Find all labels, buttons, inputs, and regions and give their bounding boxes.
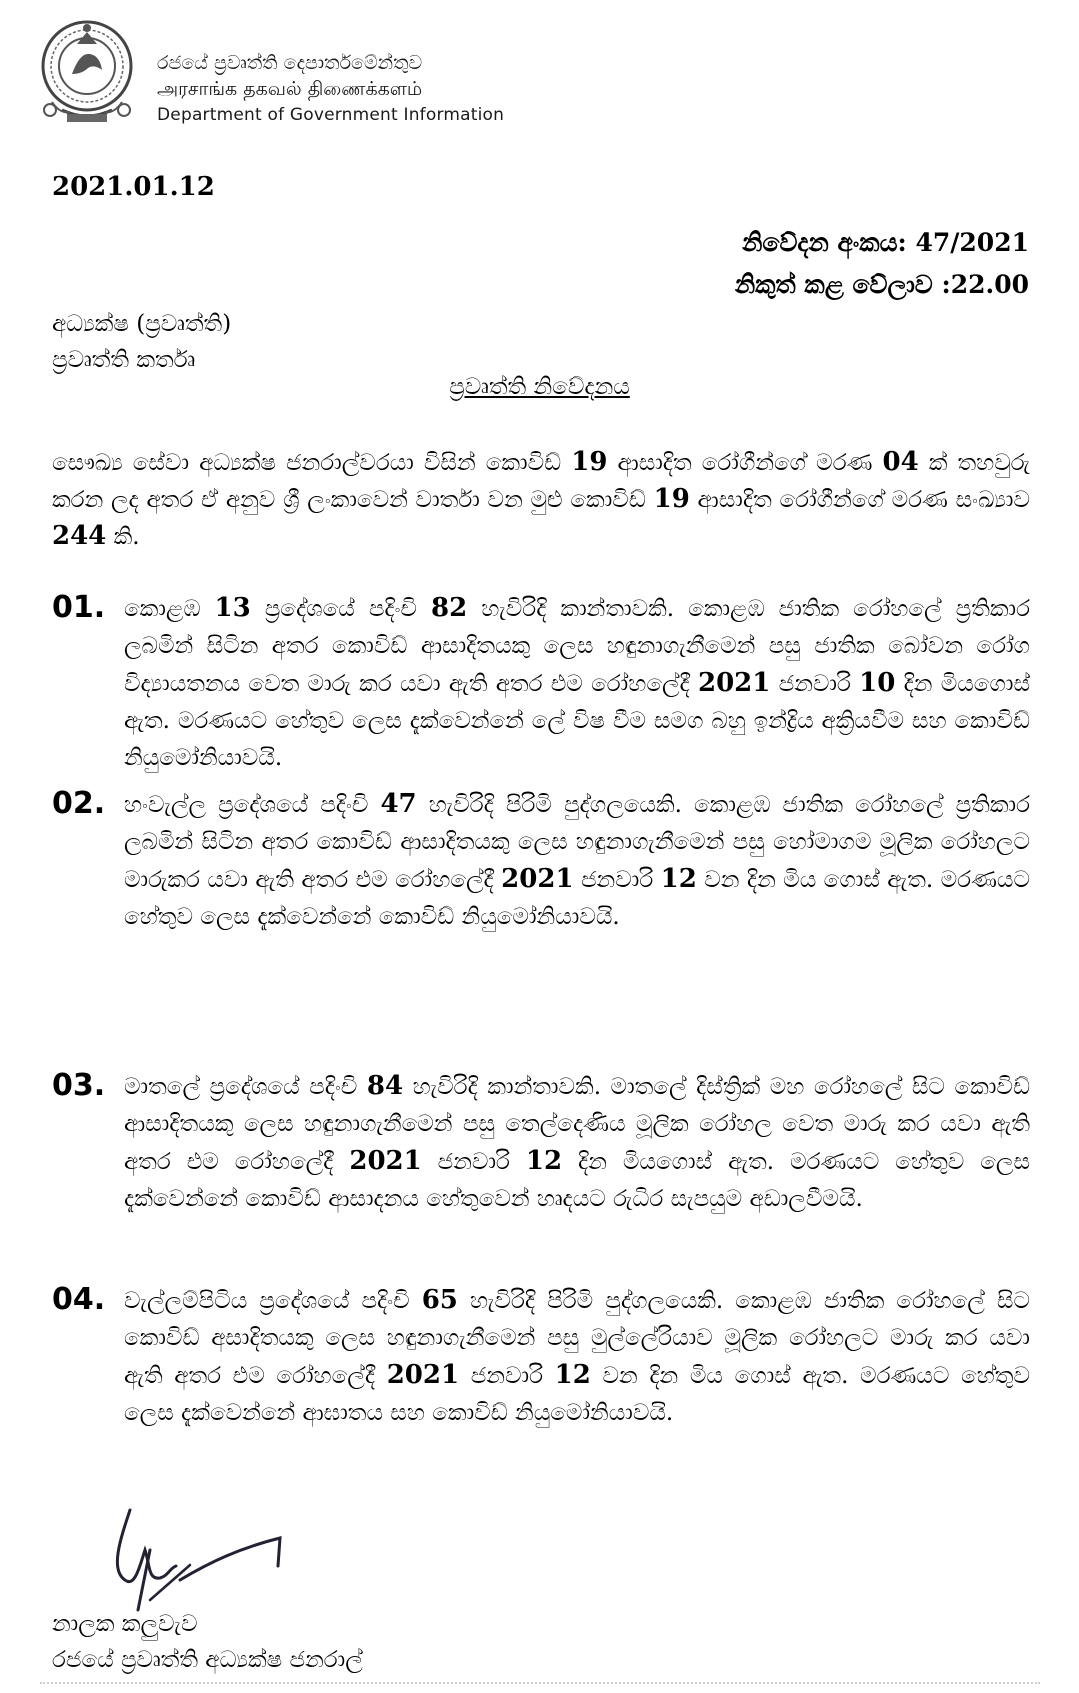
item-number: 02. [52, 786, 106, 821]
release-time: නිකුත් කළ වේලාව :22.00 [734, 270, 1029, 299]
item-text-part: වැල්ලම්පිටිය ප්‍රදේශයේ පදිංචි [124, 1288, 422, 1314]
item-text [124, 786, 1030, 936]
item-text [124, 590, 1030, 777]
item-number-value: 47 [380, 789, 417, 819]
item-text-part: වන දින මිය ගොස් ඇත. මරණයට හේතුව ලෙස දැක්වෙන්නේ කොවිඩ් නියුමෝනියාවයි. [124, 867, 1030, 930]
page-edge-divider [40, 1682, 1040, 1690]
reference-block [735, 222, 1029, 306]
item-number-value: 12 [554, 1360, 591, 1390]
item-text-part: වන දින මිය ගොස් ඇත. මරණයට හේතුව ලෙස දැක්වෙන්නේ ආඝාතය සහ කොවිඩ් නියුමෝනියාවයි. [124, 1363, 1030, 1426]
dept-name-sinhala: රජයේ ප්‍රවෘත්ති දෙපාර්තමේන්තුව [157, 52, 423, 74]
signatory-block [52, 1606, 363, 1678]
item-text-part: හැවිරිදි කාන්තාවකි. මාතලේ දිස්ත්‍රික් මහ රෝහලේ සිට කොවිඩ් ආසාදිතයකු ලෙස හඳුනාගැනීමෙන් පසු තෙල්දෙණිය මූලික රෝහල වෙත මාරු කර යවා ඇති අතර එම රෝහලේදී [124, 1074, 1031, 1175]
item-number-value: 84 [366, 1071, 404, 1101]
intro-number: 04 [882, 447, 919, 477]
item-text-part: ජනවාරි [459, 1363, 555, 1389]
document-title: ප්‍රවෘත්ති නිවේදනය [449, 374, 630, 400]
intro-text: ක් තහවුරු කරන ලද අතර ඒ අනුව ශ්‍රී ලංකාවෙන් වාර්තා වන මුළු කොවිඩ් [52, 450, 1031, 513]
intro-text: සෞඛ්‍ය සේවා අධ්‍යක්ෂ ජනරාල්වරයා විසින් කොවිඩ් [52, 450, 572, 476]
item-number: 04. [52, 1282, 106, 1317]
item-text-part: හැවිරිදි කාන්තාවකි. කොළඹ ජාතික රෝහලේ ප්‍රතිකාර ලබමින් සිටින අතර කොවිඩ් ආසාදිතයකු ලෙස හඳුනාගැනීමෙන් පසු ජාතික බෝවන රෝග විද්‍යායතනය වෙත මාරු කර යවා ඇති අතර එම රෝහලේදී [124, 596, 1031, 697]
item-text-part: කොළඹ [124, 596, 215, 622]
item-text-part: ජනවාරි [421, 1149, 526, 1175]
item-number-value: 12 [525, 1146, 563, 1176]
item-number-value: 12 [660, 864, 697, 894]
letterhead [32, 14, 552, 132]
intro-text: ආසාදිත රෝගීන්ගේ මරණ [607, 450, 883, 476]
item-text-part: ජනවාරි [770, 671, 860, 697]
item-text-part: හංවැල්ල ප්‍රදේශයේ පදිංචි [124, 792, 381, 818]
item-text-part: දින මියගොස් ඇත. මරණයට හේතුව ලෙස දැක්වෙන්නේ කොවිඩ් ආසාදනය හේතුවෙන් හෘදයට රුධිර සැපයුම අඩාලවීමයි. [124, 1149, 1030, 1212]
release-number: නිවේදන අංකය: 47/2021 [742, 228, 1029, 257]
item-text-part: ප්‍රදේශයේ පදිංචි [250, 596, 432, 622]
intro-text: ආසාදිත රෝගීන්ගේ මරණ සංඛ්‍යාව [689, 487, 1030, 513]
item-text-part: දින මියගොස් ඇත. මරණයට හේතුව ලෙස දැක්වෙන්නේ ලේ විෂ වීම සමග බහු ඉන්ද්‍රිය අක්‍රියවීම සහ කොවිඩ් නියුමෝනියාවයි. [124, 671, 1030, 771]
dept-name-english: Department of Government Information [157, 105, 505, 125]
signatory-name: නාලක කලුවැව [52, 1611, 198, 1637]
item-number-value: 65 [421, 1285, 458, 1315]
item-text-part: මාතලේ ප්‍රදේශයේ පදිංචි [124, 1074, 367, 1100]
item-number-value: 2021 [698, 668, 771, 698]
item-text-part: හැවිරිදි පිරිමි පුද්ගලයෙකි. කොළඹ ජාතික රෝහලේ ප්‍රතිකාර ලබමින් සිටින අතර කොවිඩ් ආසාදිතයකු ලෙස හඳුනාගැනීමෙන් පසු හෝමාගම මූලික රෝහලට මාරුකර යවා ඇති අතර එම රෝහලේදී [124, 792, 1030, 893]
item-number-value: 2021 [349, 1146, 422, 1176]
item-text [124, 1068, 1030, 1218]
item-number: 01. [52, 590, 106, 625]
sri-lanka-emblem-icon [32, 14, 142, 132]
item-text [124, 1282, 1030, 1432]
recipient-block [52, 306, 231, 378]
item-number: 03. [52, 1068, 106, 1103]
intro-number: 19 [653, 484, 690, 514]
release-date: 2021.01.12 [52, 172, 215, 202]
item-number-value: 2021 [501, 864, 574, 894]
intro-number: 19 [571, 447, 608, 477]
dept-name-tamil: அரசாங்க தகவல் திணைக்களம் [157, 78, 423, 100]
item-number-value: 10 [859, 668, 896, 698]
handwritten-signature-icon [90, 1470, 310, 1620]
intro-text: කි. [106, 524, 140, 550]
signatory-title: රජයේ ප්‍රවෘත්ති අධ්‍යක්ෂ ජනරාල් [52, 1647, 363, 1673]
intro-paragraph [52, 444, 1030, 555]
recipient-line-1: අධ්‍යක්ෂ (ප්‍රවෘත්ති) [52, 311, 232, 337]
item-number-value: 82 [431, 593, 468, 623]
intro-total-deaths: 244 [52, 521, 107, 551]
item-text-part: ජනවාරි [573, 867, 661, 893]
item-number-value: 13 [214, 593, 251, 623]
recipient-line-2: ප්‍රවෘත්ති කර්තෘ [52, 347, 196, 373]
department-name [157, 50, 577, 128]
item-number-value: 2021 [386, 1360, 460, 1390]
item-text-part: හැවිරිදි පිරිමි පුද්ගලයෙකි. කොළඹ ජාතික රෝහලේ සිට කොවිඩ් අසාදිතයකු ලෙස හඳුනාගැනීමෙන් පසු මුල්ලේරියාව මූලික රෝහලට මාරු කර යවා ඇති අතර එම රෝහලේදී [124, 1288, 1030, 1389]
